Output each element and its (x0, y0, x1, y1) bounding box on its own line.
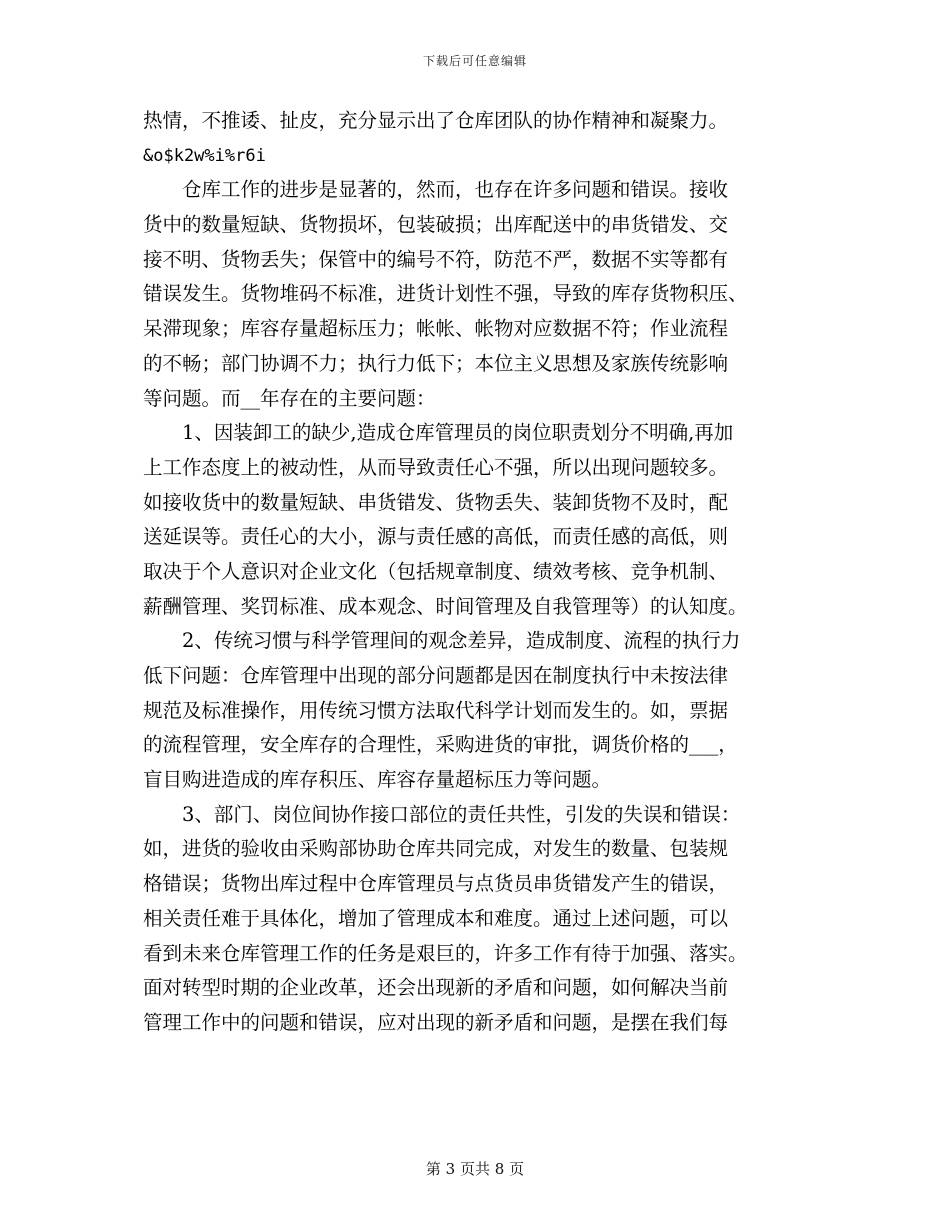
text-line: 如接收货中的数量短缺、串货错发、货物丢失、装卸货物不及时，配 (143, 490, 729, 514)
text-line: 3、部门、岗位间协作接口部位的责任共性，引发的失误和错误： (143, 802, 741, 826)
text-line: 低下问题：仓库管理中出现的部分问题都是因在制度执行中未按法律 (143, 664, 729, 687)
text-line: 规范及标准操作，用传统习惯方法取代科学计划而发生的。如，票据 (143, 698, 729, 722)
text-line: 的流程管理，安全库存的合理性，采购进货的审批，调货价格的___， (143, 733, 738, 757)
text-line: 仓库工作的进步是显著的，然而，也存在许多问题和错误。接收 (143, 178, 729, 202)
text-line: 薪酬管理、奖罚标准、成本观念、时间管理及自我管理等）的认知度。 (143, 594, 748, 618)
text-line: 货中的数量短缺、货物损坏，包装破损；出库配送中的串货错发、交 (143, 213, 729, 237)
text-line: 如，进货的验收由采购部协助仓库共同完成，对发生的数量、包装规 (143, 837, 729, 861)
text-line: 2、传统习惯与科学管理间的观念差异，造成制度、流程的执行力 (143, 629, 741, 653)
document-body (143, 104, 808, 1041)
text-line: 接不明、货物丢失；保管中的编号不符，防范不严，数据不实等都有 (143, 247, 729, 271)
text-line: 1、因装卸工的缺少,造成仓库管理员的岗位职责划分不明确,再加 (143, 421, 734, 445)
text-line: 格错误；货物出库过程中仓库管理员与点货员串货错发产生的错误， (143, 872, 729, 896)
text-line: &o$k2w%i%r6i (143, 145, 266, 166)
text-line: 看到未来仓库管理工作的任务是艰巨的，许多工作有待于加强、落实。 (143, 941, 748, 965)
text-line: 上工作态度上的被动性，从而导致责任心不强，所以出现问题较多。 (143, 455, 729, 479)
text-line: 管理工作中的问题和错误，应对出现的新矛盾和问题，是摆在我们每 (143, 1010, 729, 1034)
text-line: 呆滞现象；库容存量超标压力；帐帐、帐物对应数据不符；作业流程 (143, 317, 729, 341)
text-line: 热情，不推诿、扯皮，充分显示出了仓库团队的协作精神和凝聚力。 (143, 109, 729, 132)
text-line: 等问题。而__年存在的主要问题： (143, 386, 436, 410)
page-footer: 第 3 页共 8 页 (425, 1160, 525, 1178)
text-line: 相关责任难于具体化，增加了管理成本和难度。通过上述问题，可以 (143, 906, 729, 930)
text-line: 送延误等。责任心的大小，源与责任感的高低，而责任感的高低，则 (143, 525, 729, 549)
text-line: 盲目购进造成的库存积压、库容存量超标压力等问题。 (143, 768, 612, 792)
text-line: 的不畅；部门协调不力；执行力低下；本位主义思想及家族传统影响 (143, 351, 729, 375)
text-line: 取决于个人意识对企业文化（包括规章制度、绩效考核、竞争机制、 (143, 559, 729, 583)
page-header: 下载后可任意编辑 (422, 54, 527, 68)
text-line: 面对转型时期的企业改革，还会出现新的矛盾和问题，如何解决当前 (143, 976, 729, 1000)
text-line: 错误发生。货物堆码不标准，进货计划性不强，导致的库存货物积压、 (143, 282, 748, 306)
